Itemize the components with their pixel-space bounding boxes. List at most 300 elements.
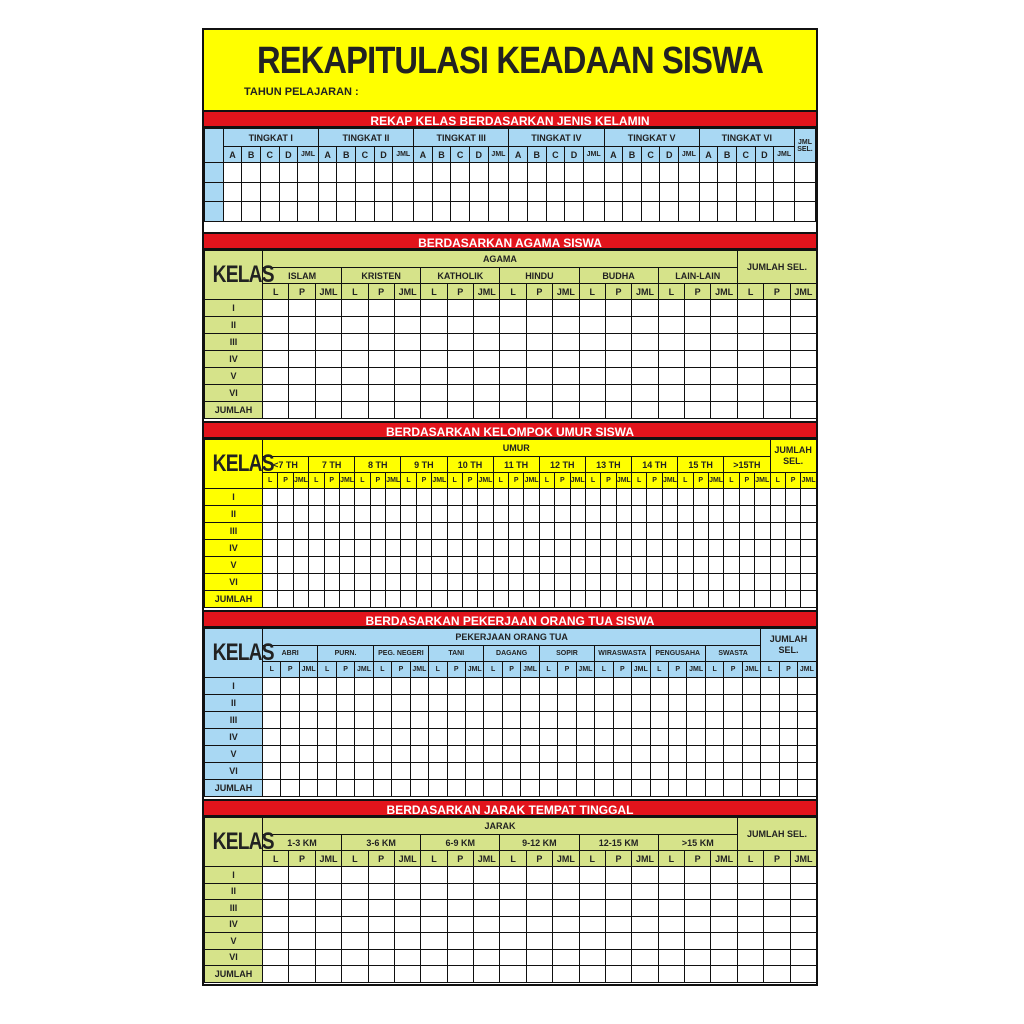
data-cell[interactable] [774, 163, 795, 183]
data-cell[interactable] [318, 202, 337, 222]
data-cell[interactable] [755, 489, 771, 506]
data-cell[interactable] [474, 300, 500, 317]
data-cell[interactable] [401, 489, 416, 506]
data-cell[interactable] [764, 900, 790, 917]
data-cell[interactable] [410, 746, 428, 763]
data-cell[interactable] [790, 385, 816, 402]
data-cell[interactable] [798, 780, 816, 797]
data-cell[interactable] [299, 695, 317, 712]
data-cell[interactable] [539, 695, 557, 712]
data-cell[interactable] [339, 523, 354, 540]
data-cell[interactable] [242, 182, 261, 202]
data-cell[interactable] [632, 523, 647, 540]
data-cell[interactable] [355, 557, 370, 574]
data-cell[interactable] [401, 557, 416, 574]
data-cell[interactable] [685, 368, 711, 385]
data-cell[interactable] [368, 900, 394, 917]
data-cell[interactable] [355, 523, 370, 540]
data-cell[interactable] [579, 949, 605, 966]
data-cell[interactable] [585, 489, 600, 506]
data-cell[interactable] [315, 334, 341, 351]
data-cell[interactable] [570, 557, 585, 574]
data-cell[interactable] [279, 182, 298, 202]
data-cell[interactable] [708, 574, 723, 591]
data-cell[interactable] [416, 506, 431, 523]
data-cell[interactable] [414, 182, 433, 202]
data-cell[interactable] [632, 883, 658, 900]
data-cell[interactable] [394, 949, 420, 966]
data-cell[interactable] [742, 763, 760, 780]
data-cell[interactable] [368, 351, 394, 368]
data-cell[interactable] [324, 557, 339, 574]
data-cell[interactable] [790, 916, 816, 933]
data-cell[interactable] [342, 317, 368, 334]
data-cell[interactable] [278, 557, 293, 574]
data-cell[interactable] [736, 163, 755, 183]
data-cell[interactable] [632, 574, 647, 591]
data-cell[interactable] [555, 489, 570, 506]
data-cell[interactable] [693, 574, 708, 591]
data-cell[interactable] [315, 949, 341, 966]
data-cell[interactable] [263, 883, 289, 900]
data-cell[interactable] [368, 368, 394, 385]
data-cell[interactable] [447, 402, 473, 419]
data-cell[interactable] [447, 900, 473, 917]
data-cell[interactable] [484, 712, 502, 729]
data-cell[interactable] [429, 678, 447, 695]
data-cell[interactable] [509, 574, 524, 591]
data-cell[interactable] [685, 385, 711, 402]
data-cell[interactable] [447, 368, 473, 385]
data-cell[interactable] [484, 780, 502, 797]
data-cell[interactable] [421, 334, 447, 351]
data-cell[interactable] [705, 746, 723, 763]
data-cell[interactable] [794, 182, 815, 202]
data-cell[interactable] [373, 695, 391, 712]
data-cell[interactable] [658, 351, 684, 368]
data-cell[interactable] [798, 729, 816, 746]
data-cell[interactable] [711, 916, 738, 933]
data-cell[interactable] [764, 402, 790, 419]
data-cell[interactable] [342, 916, 368, 933]
data-cell[interactable] [579, 900, 605, 917]
data-cell[interactable] [447, 489, 462, 506]
data-cell[interactable] [293, 591, 308, 608]
data-cell[interactable] [790, 402, 816, 419]
data-cell[interactable] [685, 351, 711, 368]
data-cell[interactable] [579, 867, 605, 884]
data-cell[interactable] [576, 678, 594, 695]
data-cell[interactable] [761, 780, 779, 797]
data-cell[interactable] [764, 385, 790, 402]
data-cell[interactable] [737, 916, 763, 933]
data-cell[interactable] [355, 540, 370, 557]
data-cell[interactable] [278, 574, 293, 591]
data-cell[interactable] [355, 678, 373, 695]
data-cell[interactable] [539, 712, 557, 729]
data-cell[interactable] [546, 202, 565, 222]
data-cell[interactable] [447, 867, 473, 884]
data-cell[interactable] [742, 695, 760, 712]
data-cell[interactable] [790, 933, 816, 950]
data-cell[interactable] [421, 402, 447, 419]
data-cell[interactable] [318, 763, 336, 780]
data-cell[interactable] [263, 729, 281, 746]
data-cell[interactable] [558, 780, 576, 797]
data-cell[interactable] [410, 763, 428, 780]
data-cell[interactable] [764, 883, 790, 900]
data-cell[interactable] [650, 763, 668, 780]
data-cell[interactable] [742, 712, 760, 729]
data-cell[interactable] [679, 182, 700, 202]
data-cell[interactable] [263, 900, 289, 917]
data-cell[interactable] [693, 540, 708, 557]
data-cell[interactable] [570, 506, 585, 523]
data-cell[interactable] [484, 729, 502, 746]
data-cell[interactable] [613, 695, 631, 712]
data-cell[interactable] [509, 591, 524, 608]
data-cell[interactable] [632, 746, 650, 763]
data-cell[interactable] [324, 489, 339, 506]
data-cell[interactable] [555, 523, 570, 540]
data-cell[interactable] [263, 351, 289, 368]
data-cell[interactable] [260, 182, 279, 202]
data-cell[interactable] [764, 916, 790, 933]
data-cell[interactable] [585, 574, 600, 591]
data-cell[interactable] [632, 933, 658, 950]
data-cell[interactable] [474, 949, 500, 966]
data-cell[interactable] [770, 540, 785, 557]
data-cell[interactable] [386, 489, 401, 506]
data-cell[interactable] [318, 780, 336, 797]
data-cell[interactable] [632, 506, 647, 523]
data-cell[interactable] [623, 202, 642, 222]
data-cell[interactable] [447, 729, 465, 746]
data-cell[interactable] [724, 574, 739, 591]
data-cell[interactable] [368, 966, 394, 983]
data-cell[interactable] [641, 202, 660, 222]
data-cell[interactable] [315, 368, 341, 385]
data-cell[interactable] [521, 729, 539, 746]
data-cell[interactable] [447, 678, 465, 695]
data-cell[interactable] [355, 763, 373, 780]
data-cell[interactable] [500, 317, 526, 334]
data-cell[interactable] [370, 591, 385, 608]
data-cell[interactable] [462, 540, 477, 557]
data-cell[interactable] [605, 317, 631, 334]
data-cell[interactable] [263, 334, 289, 351]
data-cell[interactable] [500, 949, 526, 966]
data-cell[interactable] [474, 883, 500, 900]
data-cell[interactable] [705, 678, 723, 695]
data-cell[interactable] [790, 867, 816, 884]
data-cell[interactable] [421, 317, 447, 334]
data-cell[interactable] [293, 523, 308, 540]
data-cell[interactable] [493, 506, 508, 523]
data-cell[interactable] [342, 385, 368, 402]
data-cell[interactable] [465, 678, 483, 695]
data-cell[interactable] [616, 574, 631, 591]
data-cell[interactable] [785, 523, 800, 540]
data-cell[interactable] [370, 523, 385, 540]
data-cell[interactable] [632, 385, 658, 402]
data-cell[interactable] [711, 949, 738, 966]
data-cell[interactable] [764, 966, 790, 983]
data-cell[interactable] [605, 351, 631, 368]
data-cell[interactable] [737, 402, 763, 419]
data-cell[interactable] [447, 506, 462, 523]
data-cell[interactable] [658, 949, 684, 966]
data-cell[interactable] [414, 163, 433, 183]
data-cell[interactable] [281, 712, 299, 729]
data-cell[interactable] [447, 933, 473, 950]
data-cell[interactable] [601, 523, 616, 540]
data-cell[interactable] [337, 163, 356, 183]
data-cell[interactable] [632, 557, 647, 574]
data-cell[interactable] [527, 202, 546, 222]
data-cell[interactable] [613, 763, 631, 780]
data-cell[interactable] [281, 729, 299, 746]
data-cell[interactable] [678, 591, 693, 608]
data-cell[interactable] [493, 557, 508, 574]
data-cell[interactable] [484, 678, 502, 695]
data-cell[interactable] [278, 506, 293, 523]
data-cell[interactable] [318, 729, 336, 746]
data-cell[interactable] [779, 678, 797, 695]
data-cell[interactable] [342, 933, 368, 950]
data-cell[interactable] [687, 729, 705, 746]
data-cell[interactable] [585, 540, 600, 557]
data-cell[interactable] [595, 780, 613, 797]
data-cell[interactable] [632, 300, 658, 317]
data-cell[interactable] [263, 695, 281, 712]
data-cell[interactable] [421, 300, 447, 317]
data-cell[interactable] [539, 506, 554, 523]
data-cell[interactable] [553, 402, 579, 419]
data-cell[interactable] [632, 763, 650, 780]
data-cell[interactable] [558, 678, 576, 695]
data-cell[interactable] [368, 916, 394, 933]
data-cell[interactable] [693, 489, 708, 506]
data-cell[interactable] [421, 385, 447, 402]
data-cell[interactable] [337, 202, 356, 222]
data-cell[interactable] [474, 317, 500, 334]
data-cell[interactable] [724, 780, 742, 797]
data-cell[interactable] [336, 712, 354, 729]
data-cell[interactable] [604, 202, 623, 222]
data-cell[interactable] [429, 746, 447, 763]
data-cell[interactable] [708, 540, 723, 557]
data-cell[interactable] [595, 763, 613, 780]
data-cell[interactable] [298, 202, 319, 222]
data-cell[interactable] [685, 900, 711, 917]
data-cell[interactable] [421, 351, 447, 368]
data-cell[interactable] [579, 402, 605, 419]
data-cell[interactable] [526, 351, 552, 368]
data-cell[interactable] [289, 385, 315, 402]
data-cell[interactable] [263, 591, 278, 608]
data-cell[interactable] [668, 746, 686, 763]
data-cell[interactable] [324, 574, 339, 591]
data-cell[interactable] [801, 574, 816, 591]
data-cell[interactable] [601, 557, 616, 574]
data-cell[interactable] [278, 591, 293, 608]
data-cell[interactable] [553, 300, 579, 317]
data-cell[interactable] [576, 712, 594, 729]
data-cell[interactable] [761, 695, 779, 712]
data-cell[interactable] [370, 506, 385, 523]
data-cell[interactable] [315, 385, 341, 402]
data-cell[interactable] [555, 540, 570, 557]
data-cell[interactable] [447, 574, 462, 591]
data-cell[interactable] [764, 300, 790, 317]
data-cell[interactable] [410, 712, 428, 729]
data-cell[interactable] [392, 712, 410, 729]
data-cell[interactable] [368, 867, 394, 884]
data-cell[interactable] [711, 317, 738, 334]
data-cell[interactable] [355, 746, 373, 763]
data-cell[interactable] [342, 966, 368, 983]
data-cell[interactable] [539, 489, 554, 506]
data-cell[interactable] [373, 678, 391, 695]
data-cell[interactable] [613, 729, 631, 746]
data-cell[interactable] [289, 317, 315, 334]
data-cell[interactable] [605, 900, 631, 917]
data-cell[interactable] [553, 867, 579, 884]
data-cell[interactable] [500, 385, 526, 402]
data-cell[interactable] [474, 368, 500, 385]
data-cell[interactable] [318, 712, 336, 729]
data-cell[interactable] [662, 489, 677, 506]
data-cell[interactable] [705, 763, 723, 780]
data-cell[interactable] [685, 867, 711, 884]
data-cell[interactable] [315, 351, 341, 368]
data-cell[interactable] [553, 334, 579, 351]
data-cell[interactable] [324, 506, 339, 523]
data-cell[interactable] [298, 182, 319, 202]
data-cell[interactable] [711, 867, 738, 884]
data-cell[interactable] [432, 574, 447, 591]
data-cell[interactable] [685, 916, 711, 933]
data-cell[interactable] [605, 867, 631, 884]
data-cell[interactable] [755, 163, 774, 183]
data-cell[interactable] [342, 402, 368, 419]
data-cell[interactable] [493, 489, 508, 506]
data-cell[interactable] [223, 163, 242, 183]
data-cell[interactable] [373, 746, 391, 763]
data-cell[interactable] [401, 591, 416, 608]
data-cell[interactable] [668, 695, 686, 712]
data-cell[interactable] [263, 489, 278, 506]
data-cell[interactable] [315, 883, 341, 900]
data-cell[interactable] [263, 506, 278, 523]
data-cell[interactable] [779, 763, 797, 780]
data-cell[interactable] [632, 489, 647, 506]
data-cell[interactable] [798, 712, 816, 729]
data-cell[interactable] [770, 574, 785, 591]
data-cell[interactable] [601, 591, 616, 608]
data-cell[interactable] [373, 763, 391, 780]
data-cell[interactable] [755, 540, 771, 557]
data-cell[interactable] [737, 966, 763, 983]
data-cell[interactable] [724, 712, 742, 729]
data-cell[interactable] [447, 695, 465, 712]
data-cell[interactable] [601, 506, 616, 523]
data-cell[interactable] [570, 591, 585, 608]
data-cell[interactable] [737, 317, 763, 334]
data-cell[interactable] [324, 591, 339, 608]
data-cell[interactable] [309, 557, 324, 574]
data-cell[interactable] [484, 746, 502, 763]
data-cell[interactable] [309, 489, 324, 506]
data-cell[interactable] [394, 867, 420, 884]
data-cell[interactable] [685, 883, 711, 900]
data-cell[interactable] [315, 900, 341, 917]
data-cell[interactable] [742, 729, 760, 746]
data-cell[interactable] [260, 163, 279, 183]
data-cell[interactable] [647, 523, 662, 540]
data-cell[interactable] [339, 489, 354, 506]
data-cell[interactable] [553, 933, 579, 950]
data-cell[interactable] [711, 300, 738, 317]
data-cell[interactable] [502, 746, 520, 763]
data-cell[interactable] [263, 385, 289, 402]
data-cell[interactable] [509, 557, 524, 574]
data-cell[interactable] [539, 557, 554, 574]
data-cell[interactable] [263, 712, 281, 729]
data-cell[interactable] [502, 729, 520, 746]
data-cell[interactable] [263, 763, 281, 780]
data-cell[interactable] [309, 591, 324, 608]
data-cell[interactable] [432, 557, 447, 574]
data-cell[interactable] [774, 202, 795, 222]
data-cell[interactable] [632, 695, 650, 712]
data-cell[interactable] [595, 746, 613, 763]
data-cell[interactable] [298, 163, 319, 183]
data-cell[interactable] [526, 949, 552, 966]
data-cell[interactable] [373, 780, 391, 797]
data-cell[interactable] [711, 933, 738, 950]
data-cell[interactable] [742, 780, 760, 797]
data-cell[interactable] [509, 182, 528, 202]
data-cell[interactable] [668, 678, 686, 695]
data-cell[interactable] [662, 523, 677, 540]
data-cell[interactable] [386, 557, 401, 574]
data-cell[interactable] [392, 678, 410, 695]
data-cell[interactable] [526, 334, 552, 351]
data-cell[interactable] [336, 763, 354, 780]
data-cell[interactable] [604, 182, 623, 202]
data-cell[interactable] [421, 966, 447, 983]
data-cell[interactable] [570, 523, 585, 540]
data-cell[interactable] [401, 574, 416, 591]
data-cell[interactable] [524, 540, 539, 557]
data-cell[interactable] [279, 202, 298, 222]
data-cell[interactable] [526, 916, 552, 933]
data-cell[interactable] [699, 202, 718, 222]
data-cell[interactable] [761, 729, 779, 746]
data-cell[interactable] [263, 540, 278, 557]
data-cell[interactable] [711, 385, 738, 402]
data-cell[interactable] [764, 351, 790, 368]
data-cell[interactable] [394, 368, 420, 385]
data-cell[interactable] [263, 746, 281, 763]
data-cell[interactable] [678, 489, 693, 506]
data-cell[interactable] [368, 949, 394, 966]
data-cell[interactable] [739, 523, 754, 540]
data-cell[interactable] [668, 729, 686, 746]
data-cell[interactable] [493, 591, 508, 608]
